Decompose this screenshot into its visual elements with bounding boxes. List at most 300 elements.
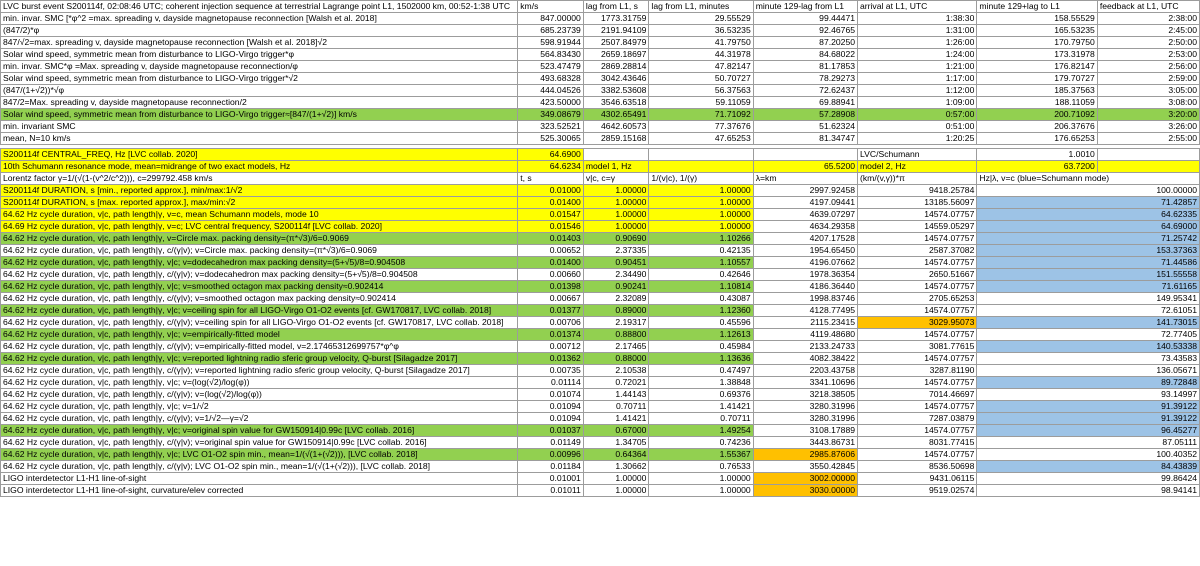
table-cell[interactable]: 0.01011 bbox=[518, 485, 584, 497]
table-cell[interactable]: 71.61165 bbox=[977, 281, 1200, 293]
table-cell[interactable]: 1.44143 bbox=[583, 389, 649, 401]
table-cell[interactable]: Solar wind speed, symmetric mean from disturbance to LIGO-Virgo trigger*φ bbox=[1, 49, 518, 61]
table-cell[interactable]: 0:51:00 bbox=[858, 121, 977, 133]
table-cell[interactable]: 1.00000 bbox=[649, 197, 753, 209]
table-cell[interactable]: 14574.07757 bbox=[858, 209, 977, 221]
table-cell[interactable]: 1998.83746 bbox=[753, 293, 857, 305]
table-cell[interactable]: 2.19317 bbox=[583, 317, 649, 329]
table-cell[interactable]: 2:59:00 bbox=[1097, 73, 1199, 85]
table-cell[interactable]: 1.10266 bbox=[649, 233, 753, 245]
table-cell[interactable]: 2985.87606 bbox=[753, 449, 857, 461]
table-cell[interactable]: 2997.92458 bbox=[753, 185, 857, 197]
table-cell[interactable]: 93.14997 bbox=[977, 389, 1200, 401]
table-cell[interactable]: 0.00706 bbox=[518, 317, 584, 329]
table-cell[interactable]: 0.72021 bbox=[583, 377, 649, 389]
table-cell[interactable]: 7014.46697 bbox=[858, 389, 977, 401]
table-cell[interactable]: 323.52521 bbox=[518, 121, 584, 133]
table-cell[interactable]: 64.62 Hz cycle duration, v|c, path length|γ, c/(γ|v); v=reported lightning radio sferic group velocity, Q-burst [Silagadze 2017] bbox=[1, 365, 518, 377]
table-cell[interactable]: 0.90451 bbox=[583, 257, 649, 269]
table-cell[interactable]: minute 129+lag to L1 bbox=[977, 1, 1097, 13]
table-cell[interactable]: 525.30065 bbox=[518, 133, 584, 145]
table-cell[interactable]: Hz|λ, v=c (blue=Schumann mode) bbox=[977, 173, 1200, 185]
table-cell[interactable]: 1954.65450 bbox=[753, 245, 857, 257]
table-cell[interactable]: 0.42646 bbox=[649, 269, 753, 281]
table-cell[interactable]: 0.01400 bbox=[518, 257, 584, 269]
table-cell[interactable]: 0:57:00 bbox=[858, 109, 977, 121]
table-cell[interactable]: 165.53235 bbox=[977, 25, 1097, 37]
table-cell[interactable]: 598.91944 bbox=[518, 37, 584, 49]
table-cell[interactable]: 3218.38505 bbox=[753, 389, 857, 401]
table-cell[interactable]: 14574.07757 bbox=[858, 305, 977, 317]
table-cell[interactable]: 64.69 Hz cycle duration, v|c, path length|γ, v=c; LVC central frequency, S200114f [LVC collab. 2020] bbox=[1, 221, 518, 233]
table-cell[interactable]: Solar wind speed, symmetric mean from disturbance to LIGO-Virgo trigger≈[847/(1+√2)] km/s bbox=[1, 109, 518, 121]
table-cell[interactable]: 2587.37082 bbox=[858, 245, 977, 257]
table-cell[interactable]: 64.62 Hz cycle duration, v|c, path length|γ, c/(γ|v); v=1/√2—γ=√2 bbox=[1, 413, 518, 425]
table-cell[interactable]: 72.61051 bbox=[977, 305, 1200, 317]
table-cell[interactable]: 493.68328 bbox=[518, 73, 584, 85]
table-cell[interactable]: 0.01094 bbox=[518, 401, 584, 413]
table-cell[interactable]: 2:50:00 bbox=[1097, 37, 1199, 49]
table-cell[interactable]: 1:26:00 bbox=[858, 37, 977, 49]
table-cell[interactable]: 0.45596 bbox=[649, 317, 753, 329]
table-cell[interactable]: 2:45:00 bbox=[1097, 25, 1199, 37]
table-cell[interactable]: 9418.25784 bbox=[858, 185, 977, 197]
table-cell[interactable]: 0.00667 bbox=[518, 293, 584, 305]
table-cell[interactable]: 2191.94109 bbox=[583, 25, 649, 37]
table-cell[interactable]: 1.00000 bbox=[583, 209, 649, 221]
table-cell[interactable]: 1.00000 bbox=[649, 221, 753, 233]
table-cell[interactable]: 1.12613 bbox=[649, 329, 753, 341]
table-cell[interactable]: 1:31:00 bbox=[858, 25, 977, 37]
table-cell[interactable]: (847/2)*φ bbox=[1, 25, 518, 37]
table-cell[interactable]: 3030.00000 bbox=[753, 485, 857, 497]
table-cell[interactable]: 0.01374 bbox=[518, 329, 584, 341]
table-cell[interactable]: 91.39122 bbox=[977, 401, 1200, 413]
table-cell[interactable]: model 2, Hz bbox=[858, 161, 977, 173]
table-cell[interactable]: 99.44471 bbox=[753, 13, 857, 25]
table-cell[interactable]: 1.55367 bbox=[649, 449, 753, 461]
table-cell[interactable]: λ=km bbox=[753, 173, 857, 185]
table-cell[interactable]: 64.62 Hz cycle duration, v|c, path length|γ, c/(γ|v); v=Circle max. packing density=(π*√3)/6=0.9069 bbox=[1, 245, 518, 257]
table-cell[interactable]: min. invariant SMC bbox=[1, 121, 518, 133]
table-cell[interactable]: 1.00000 bbox=[583, 185, 649, 197]
table-cell[interactable]: lag from L1, minutes bbox=[649, 1, 753, 13]
table-cell[interactable]: 173.31978 bbox=[977, 49, 1097, 61]
table-cell[interactable]: arrival at L1, UTC bbox=[858, 1, 977, 13]
table-cell[interactable]: 81.17853 bbox=[753, 61, 857, 73]
table-cell[interactable]: 3029.95073 bbox=[858, 317, 977, 329]
table-cell[interactable]: 9431.06115 bbox=[858, 473, 977, 485]
table-cell[interactable]: minute 129-lag from L1 bbox=[753, 1, 857, 13]
table-cell[interactable]: 3:08:00 bbox=[1097, 97, 1199, 109]
table-cell[interactable]: 1.34705 bbox=[583, 437, 649, 449]
table-cell[interactable]: 0.01000 bbox=[518, 185, 584, 197]
table-cell[interactable]: 0.01398 bbox=[518, 281, 584, 293]
table-cell[interactable]: 1:24:00 bbox=[858, 49, 977, 61]
table-cell[interactable]: 0.76533 bbox=[649, 461, 753, 473]
table-cell[interactable]: 0.01074 bbox=[518, 389, 584, 401]
table-cell[interactable]: 3108.17889 bbox=[753, 425, 857, 437]
table-cell[interactable]: Solar wind speed, symmetric mean from disturbance to LIGO-Virgo trigger*√2 bbox=[1, 73, 518, 85]
table-cell[interactable]: 141.73015 bbox=[977, 317, 1200, 329]
table-cell[interactable]: 89.72848 bbox=[977, 377, 1200, 389]
table-cell[interactable]: 4642.60573 bbox=[583, 121, 649, 133]
table-cell[interactable]: 2:53:00 bbox=[1097, 49, 1199, 61]
table-cell[interactable]: 73.43583 bbox=[977, 353, 1200, 365]
table-cell[interactable]: 92.46765 bbox=[753, 25, 857, 37]
table-cell[interactable]: 0.01149 bbox=[518, 437, 584, 449]
table-cell[interactable]: 1.00000 bbox=[649, 209, 753, 221]
table-cell[interactable]: 2133.24733 bbox=[753, 341, 857, 353]
table-cell[interactable]: 176.65253 bbox=[977, 133, 1097, 145]
table-cell[interactable] bbox=[583, 149, 649, 161]
table-cell[interactable]: 47.82147 bbox=[649, 61, 753, 73]
table-cell[interactable]: 64.62 Hz cycle duration, v|c, path length|γ, c/(γ|v); v=ceiling spin for all LIGO-Virgo O1-O2 events [cf. GW170817, LVC collab. 2018] bbox=[1, 317, 518, 329]
table-cell[interactable]: 91.39122 bbox=[977, 413, 1200, 425]
table-cell[interactable]: 4119.48680 bbox=[753, 329, 857, 341]
table-cell[interactable]: 64.62 Hz cycle duration, v|c, path length|γ, c/(γ|v); v=empirically-fitted model, v=2.17465312699757*φ^φ bbox=[1, 341, 518, 353]
table-cell[interactable]: 0.00996 bbox=[518, 449, 584, 461]
table-cell[interactable]: 0.90241 bbox=[583, 281, 649, 293]
table-cell[interactable]: 0.70711 bbox=[583, 401, 649, 413]
table-cell[interactable] bbox=[1097, 149, 1199, 161]
table-cell[interactable]: km/s bbox=[518, 1, 584, 13]
table-cell[interactable]: 4082.38422 bbox=[753, 353, 857, 365]
table-cell[interactable]: 1:09:00 bbox=[858, 97, 977, 109]
table-cell[interactable]: 200.71092 bbox=[977, 109, 1097, 121]
table-cell[interactable]: 444.04526 bbox=[518, 85, 584, 97]
table-cell[interactable]: 2115.23415 bbox=[753, 317, 857, 329]
table-cell[interactable]: 2.17465 bbox=[583, 341, 649, 353]
table-cell[interactable]: 2.10538 bbox=[583, 365, 649, 377]
table-cell[interactable]: 0.01377 bbox=[518, 305, 584, 317]
table-cell[interactable]: 2705.65253 bbox=[858, 293, 977, 305]
table-cell[interactable]: 64.62 Hz cycle duration, v|c, path length|γ, v|c; v=dodecahedron max packing density=(5+√5)/8=0.904508 bbox=[1, 257, 518, 269]
table-cell[interactable]: 3280.31996 bbox=[753, 413, 857, 425]
table-cell[interactable]: LIGO interdetector L1-H1 line-of-sight bbox=[1, 473, 518, 485]
table-cell[interactable]: 179.70727 bbox=[977, 73, 1097, 85]
table-cell[interactable]: 4634.29358 bbox=[753, 221, 857, 233]
table-cell[interactable]: 3287.81190 bbox=[858, 365, 977, 377]
table-cell[interactable]: 176.82147 bbox=[977, 61, 1097, 73]
table-cell[interactable]: 64.62 Hz cycle duration, v|c, path length|γ, v=Circle max. packing density=(π*√3)/6=0.9069 bbox=[1, 233, 518, 245]
table-cell[interactable]: 98.94141 bbox=[977, 485, 1200, 497]
table-cell[interactable]: 1.30662 bbox=[583, 461, 649, 473]
table-cell[interactable]: LVC/Schumann bbox=[858, 149, 977, 161]
table-cell[interactable]: 64.62 Hz cycle duration, v|c, path length|γ, v=c, mean Schumann models, mode 10 bbox=[1, 209, 518, 221]
table-cell[interactable]: 1.10814 bbox=[649, 281, 753, 293]
table-cell[interactable]: feedback at L1, UTC bbox=[1097, 1, 1199, 13]
table-cell[interactable]: 1.10557 bbox=[649, 257, 753, 269]
table-cell[interactable]: 14574.07757 bbox=[858, 377, 977, 389]
table-cell[interactable]: 1773.31759 bbox=[583, 13, 649, 25]
table-cell[interactable]: 50.70727 bbox=[649, 73, 753, 85]
table-cell[interactable]: S200114f CENTRAL_FREQ, Hz [LVC collab. 2020] bbox=[1, 149, 518, 161]
table-cell[interactable]: 64.62 Hz cycle duration, v|c, path length|γ, v|c; v=original spin value for GW150914|0.99c [LVC collab. 2016] bbox=[1, 425, 518, 437]
table-cell[interactable]: 3:20:00 bbox=[1097, 109, 1199, 121]
table-cell[interactable]: 64.62 Hz cycle duration, v|c, path length|γ, c/(γ|v); v=(log(√2)/log(φ)) bbox=[1, 389, 518, 401]
table-cell[interactable]: 0.00652 bbox=[518, 245, 584, 257]
table-cell[interactable]: 4186.36440 bbox=[753, 281, 857, 293]
table-cell[interactable]: 0.88800 bbox=[583, 329, 649, 341]
table-cell[interactable]: 56.37563 bbox=[649, 85, 753, 97]
table-cell[interactable]: 0.67000 bbox=[583, 425, 649, 437]
table-cell[interactable]: 65.5200 bbox=[753, 161, 857, 173]
table-cell[interactable]: 0.70711 bbox=[649, 413, 753, 425]
table-cell[interactable]: 847/√2=max. spreading v, dayside magnetopause reconnection [Walsh et al. 2018]√2 bbox=[1, 37, 518, 49]
table-cell[interactable]: 4196.07662 bbox=[753, 257, 857, 269]
table-cell[interactable]: 3550.42845 bbox=[753, 461, 857, 473]
table-cell[interactable]: 140.53338 bbox=[977, 341, 1200, 353]
table-cell[interactable]: 87.05111 bbox=[977, 437, 1200, 449]
table-cell[interactable]: 0.01001 bbox=[518, 473, 584, 485]
table-cell[interactable]: 71.71092 bbox=[649, 109, 753, 121]
table-cell[interactable]: 77.37676 bbox=[649, 121, 753, 133]
table-cell[interactable]: 71.44586 bbox=[977, 257, 1200, 269]
table-cell[interactable]: 84.68022 bbox=[753, 49, 857, 61]
table-cell[interactable]: 29.55529 bbox=[649, 13, 753, 25]
table-cell[interactable]: 64.62 Hz cycle duration, v|c, path length|γ, v|c; v=(log(√2)/log(φ)) bbox=[1, 377, 518, 389]
table-cell[interactable]: 99.86424 bbox=[977, 473, 1200, 485]
table-cell[interactable]: 0.01403 bbox=[518, 233, 584, 245]
table-cell[interactable]: 64.6234 bbox=[518, 161, 584, 173]
table-cell[interactable]: 71.25742 bbox=[977, 233, 1200, 245]
table-cell[interactable]: LVC burst event S200114f, 02:08:46 UTC; coherent injection sequence at terrestrial Lagrange point L1, 1502000 km, 00:52-1:38 UTC bbox=[1, 1, 518, 13]
table-cell[interactable]: 44.31978 bbox=[649, 49, 753, 61]
table-cell[interactable]: 0.43087 bbox=[649, 293, 753, 305]
table-cell[interactable]: 0.74236 bbox=[649, 437, 753, 449]
table-cell[interactable]: 2:38:00 bbox=[1097, 13, 1199, 25]
table-cell[interactable]: 3081.77615 bbox=[858, 341, 977, 353]
table-cell[interactable]: model 1, Hz bbox=[583, 161, 649, 173]
table-cell[interactable]: 564.83430 bbox=[518, 49, 584, 61]
table-cell[interactable]: 1:38:30 bbox=[858, 13, 977, 25]
table-cell[interactable]: 14574.07757 bbox=[858, 233, 977, 245]
table-cell[interactable]: 3280.31996 bbox=[753, 401, 857, 413]
table-cell[interactable]: 64.69000 bbox=[977, 221, 1200, 233]
table-cell[interactable]: 100.40352 bbox=[977, 449, 1200, 461]
table-cell[interactable]: 3546.63518 bbox=[583, 97, 649, 109]
table-cell[interactable]: 0.01094 bbox=[518, 413, 584, 425]
table-cell[interactable]: 349.08679 bbox=[518, 109, 584, 121]
table-cell[interactable]: 64.62 Hz cycle duration, v|c, path length|γ, v|c; v=smoothed octagon max packing density≈0.902414 bbox=[1, 281, 518, 293]
table-cell[interactable]: 2659.18697 bbox=[583, 49, 649, 61]
table-cell[interactable]: 1.12360 bbox=[649, 305, 753, 317]
table-cell[interactable]: 9519.02574 bbox=[858, 485, 977, 497]
table-cell[interactable]: 78.29273 bbox=[753, 73, 857, 85]
table-cell[interactable]: 1.49254 bbox=[649, 425, 753, 437]
table-cell[interactable]: Lorentz factor γ=1/(√(1-(v^2/c^2))), c=299792.458 km/s bbox=[1, 173, 518, 185]
table-cell[interactable]: 4128.77495 bbox=[753, 305, 857, 317]
table-cell[interactable]: 1:21:00 bbox=[858, 61, 977, 73]
table-cell[interactable]: 2:56:00 bbox=[1097, 61, 1199, 73]
table-cell[interactable]: 0.01114 bbox=[518, 377, 584, 389]
table-cell[interactable]: (km/(v,γ))*π bbox=[858, 173, 977, 185]
table-cell[interactable]: 4207.17528 bbox=[753, 233, 857, 245]
table-cell[interactable]: 0.88000 bbox=[583, 353, 649, 365]
table-cell[interactable]: 69.88941 bbox=[753, 97, 857, 109]
table-cell[interactable]: 64.62 Hz cycle duration, v|c, path length|γ, c/(γ|v); LVC O1-O2 spin min., mean=1/(√(1+(√2))), [LVC collab. 2018] bbox=[1, 461, 518, 473]
table-cell[interactable]: 14574.07757 bbox=[858, 281, 977, 293]
table-cell[interactable]: 72.77405 bbox=[977, 329, 1200, 341]
table-cell[interactable]: 0.45984 bbox=[649, 341, 753, 353]
table-cell[interactable]: 8031.77415 bbox=[858, 437, 977, 449]
table-cell[interactable]: 2.37335 bbox=[583, 245, 649, 257]
table-cell[interactable]: S200114f DURATION, s [max. reported approx.], max/min:√2 bbox=[1, 197, 518, 209]
table-cell[interactable]: 36.53235 bbox=[649, 25, 753, 37]
table-cell[interactable]: 1.38848 bbox=[649, 377, 753, 389]
table-cell[interactable]: 81.34747 bbox=[753, 133, 857, 145]
table-cell[interactable]: 1.41421 bbox=[649, 401, 753, 413]
table-cell[interactable]: 1.00000 bbox=[583, 473, 649, 485]
table-cell[interactable]: LIGO interdetector L1-H1 line-of-sight, curvature/elev corrected bbox=[1, 485, 518, 497]
table-cell[interactable]: 1.00000 bbox=[649, 185, 753, 197]
table-cell[interactable]: 206.37676 bbox=[977, 121, 1097, 133]
table-cell[interactable]: 87.20250 bbox=[753, 37, 857, 49]
table-cell[interactable]: 423.50000 bbox=[518, 97, 584, 109]
table-cell[interactable]: 10th Schumann resonance mode, mean=midrange of two exact models, Hz bbox=[1, 161, 518, 173]
table-cell[interactable]: 0.00735 bbox=[518, 365, 584, 377]
table-cell[interactable]: 14574.07757 bbox=[858, 353, 977, 365]
table-cell[interactable]: 188.11059 bbox=[977, 97, 1097, 109]
table-cell[interactable]: 59.11059 bbox=[649, 97, 753, 109]
table-cell[interactable]: 1.00000 bbox=[583, 221, 649, 233]
table-cell[interactable]: 0.00660 bbox=[518, 269, 584, 281]
table-cell[interactable] bbox=[753, 149, 857, 161]
table-cell[interactable]: 64.62 Hz cycle duration, v|c, path length|γ, v|c; v=reported lightning radio sferic group velocity, Q-burst [Silagadze 2017] bbox=[1, 353, 518, 365]
table-cell[interactable]: (847/(1+√2))*√φ bbox=[1, 85, 518, 97]
table-cell[interactable]: 3:26:00 bbox=[1097, 121, 1199, 133]
table-cell[interactable]: mean, N=10 km/s bbox=[1, 133, 518, 145]
table-cell[interactable]: 1.00000 bbox=[649, 485, 753, 497]
table-cell[interactable]: 1/(v|c), 1/(γ) bbox=[649, 173, 753, 185]
table-cell[interactable]: 158.55529 bbox=[977, 13, 1097, 25]
table-cell[interactable]: 1.13636 bbox=[649, 353, 753, 365]
table-cell[interactable]: 0.69376 bbox=[649, 389, 753, 401]
table-cell[interactable]: 0.47497 bbox=[649, 365, 753, 377]
table-cell[interactable]: 149.95341 bbox=[977, 293, 1200, 305]
table-cell[interactable] bbox=[649, 149, 753, 161]
table-cell[interactable]: 2.34490 bbox=[583, 269, 649, 281]
table-cell[interactable]: 1.00000 bbox=[649, 473, 753, 485]
table-cell[interactable]: 1.41421 bbox=[583, 413, 649, 425]
table-cell[interactable]: 64.62 Hz cycle duration, v|c, path length|γ, c/(γ|v); v=original spin value for GW150914|0.99c [LVC collab. 2016] bbox=[1, 437, 518, 449]
table-cell[interactable]: 847.00000 bbox=[518, 13, 584, 25]
table-cell[interactable]: 0.64364 bbox=[583, 449, 649, 461]
table-cell[interactable]: 7287.03879 bbox=[858, 413, 977, 425]
table-cell[interactable]: 2859.15168 bbox=[583, 133, 649, 145]
table-cell[interactable]: v|c, c=γ bbox=[583, 173, 649, 185]
table-cell[interactable]: min. invar. SMC [*φ^2 =max. spreading v, dayside magnetopause reconnection [Walsh et al. 2018] bbox=[1, 13, 518, 25]
table-cell[interactable]: 14574.07757 bbox=[858, 329, 977, 341]
table-cell[interactable]: 64.62 Hz cycle duration, v|c, path length|γ, v|c; LVC O1-O2 spin min., mean=1/(√(1+(√2))), [LVC collab. 2018] bbox=[1, 449, 518, 461]
table-cell[interactable]: 3:05:00 bbox=[1097, 85, 1199, 97]
table-cell[interactable]: 51.62324 bbox=[753, 121, 857, 133]
table-cell[interactable] bbox=[649, 161, 753, 173]
table-cell[interactable]: 100.00000 bbox=[977, 185, 1200, 197]
table-cell[interactable]: 523.47479 bbox=[518, 61, 584, 73]
table-cell[interactable]: 185.37563 bbox=[977, 85, 1097, 97]
table-cell[interactable]: 64.62 Hz cycle duration, v|c, path length|γ, c/(γ|v); v=dodecahedron max packing density=(5+√5)/8=0.904508 bbox=[1, 269, 518, 281]
table-cell[interactable]: lag from L1, s bbox=[583, 1, 649, 13]
table-cell[interactable]: 64.62 Hz cycle duration, v|c, path length|γ, c/(γ|v); v=smoothed octagon max packing density≈0.902414 bbox=[1, 293, 518, 305]
table-cell[interactable]: 0.90690 bbox=[583, 233, 649, 245]
table-cell[interactable]: t, s bbox=[518, 173, 584, 185]
table-cell[interactable]: 64.6900 bbox=[518, 149, 584, 161]
table-cell[interactable]: 14574.07757 bbox=[858, 449, 977, 461]
table-cell[interactable]: min. invar. SMC*φ =Max. spreading v, dayside magnetopause reconnection/φ bbox=[1, 61, 518, 73]
table-cell[interactable]: 3002.00000 bbox=[753, 473, 857, 485]
table-cell[interactable]: 64.62 Hz cycle duration, v|c, path length|γ, v|c; v=1/√2 bbox=[1, 401, 518, 413]
table-cell[interactable]: 2869.28814 bbox=[583, 61, 649, 73]
table-cell[interactable]: 0.01037 bbox=[518, 425, 584, 437]
table-cell[interactable]: 2650.51667 bbox=[858, 269, 977, 281]
table-cell[interactable]: 2507.84979 bbox=[583, 37, 649, 49]
table-cell[interactable]: 153.37363 bbox=[977, 245, 1200, 257]
table-cell[interactable]: 170.79750 bbox=[977, 37, 1097, 49]
table-cell[interactable]: 2.32089 bbox=[583, 293, 649, 305]
table-cell[interactable]: 2203.43758 bbox=[753, 365, 857, 377]
table-cell[interactable]: 72.62437 bbox=[753, 85, 857, 97]
table-cell[interactable]: 84.43839 bbox=[977, 461, 1200, 473]
table-cell[interactable]: 685.23739 bbox=[518, 25, 584, 37]
table-cell[interactable]: 4197.09441 bbox=[753, 197, 857, 209]
table-cell[interactable]: 0.42135 bbox=[649, 245, 753, 257]
table-cell[interactable]: 3382.53608 bbox=[583, 85, 649, 97]
table-cell[interactable]: 1:12:00 bbox=[858, 85, 977, 97]
table-cell[interactable]: 3443.86731 bbox=[753, 437, 857, 449]
table-cell[interactable]: 1978.36354 bbox=[753, 269, 857, 281]
table-cell[interactable]: 0.01546 bbox=[518, 221, 584, 233]
table-cell[interactable]: 96.45277 bbox=[977, 425, 1200, 437]
table-cell[interactable]: 63.7200 bbox=[977, 161, 1097, 173]
table-cell[interactable]: 71.42857 bbox=[977, 197, 1200, 209]
table-cell[interactable]: 14574.07757 bbox=[858, 425, 977, 437]
table-cell[interactable]: 136.05671 bbox=[977, 365, 1200, 377]
table-cell[interactable]: 3042.43646 bbox=[583, 73, 649, 85]
table-cell[interactable]: 41.79750 bbox=[649, 37, 753, 49]
table-cell[interactable]: 1.00000 bbox=[583, 197, 649, 209]
table-cell[interactable]: 64.62335 bbox=[977, 209, 1200, 221]
table-cell[interactable]: 14559.05297 bbox=[858, 221, 977, 233]
table-cell[interactable]: 13185.56097 bbox=[858, 197, 977, 209]
table-cell[interactable]: 1:20:25 bbox=[858, 133, 977, 145]
table-cell[interactable]: 0.01400 bbox=[518, 197, 584, 209]
table-cell[interactable]: 847/2=Max. spreading v, dayside magnetopause reconnection/2 bbox=[1, 97, 518, 109]
table-cell[interactable]: 151.55558 bbox=[977, 269, 1200, 281]
table-cell[interactable]: 4639.07297 bbox=[753, 209, 857, 221]
table-cell[interactable]: 14574.07757 bbox=[858, 257, 977, 269]
table-cell[interactable]: 14574.07757 bbox=[858, 401, 977, 413]
table-cell[interactable]: 0.01184 bbox=[518, 461, 584, 473]
table-cell[interactable]: 47.65253 bbox=[649, 133, 753, 145]
table-cell[interactable]: 1:17:00 bbox=[858, 73, 977, 85]
table-cell[interactable]: 3341.10696 bbox=[753, 377, 857, 389]
table-cell[interactable]: 0.01362 bbox=[518, 353, 584, 365]
table-cell[interactable]: 8536.50698 bbox=[858, 461, 977, 473]
table-cell[interactable]: 1.0010 bbox=[977, 149, 1097, 161]
table-cell[interactable]: 2:55:00 bbox=[1097, 133, 1199, 145]
table-cell[interactable]: 64.62 Hz cycle duration, v|c, path length|γ, v|c; v=ceiling spin for all LIGO-Virgo O1-O2 events [cf. GW170817, LVC collab. 2018] bbox=[1, 305, 518, 317]
table-cell[interactable]: 0.01547 bbox=[518, 209, 584, 221]
table-cell[interactable]: 64.62 Hz cycle duration, v|c, path length|γ, v|c; v=empirically-fitted model bbox=[1, 329, 518, 341]
table-cell[interactable]: S200114f DURATION, s [min., reported approx.], min/max:1/√2 bbox=[1, 185, 518, 197]
table-cell[interactable]: 1.00000 bbox=[583, 485, 649, 497]
table-cell[interactable]: 57.28908 bbox=[753, 109, 857, 121]
table-cell[interactable]: 4302.65491 bbox=[583, 109, 649, 121]
table-cell[interactable] bbox=[1097, 161, 1199, 173]
table-cell[interactable]: 0.89000 bbox=[583, 305, 649, 317]
